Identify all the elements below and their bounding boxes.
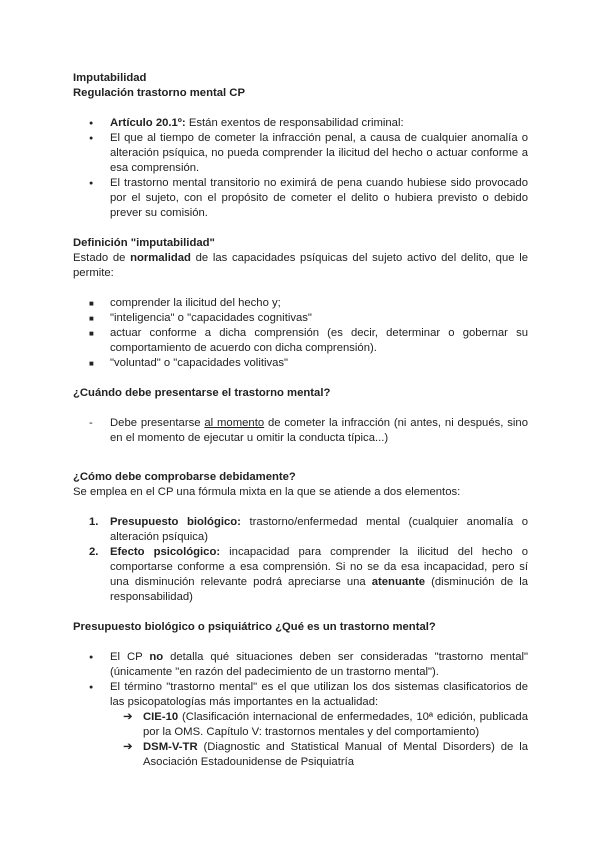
doc-subtitle: Regulación trastorno mental CP	[73, 87, 245, 99]
dash-icon: -	[89, 417, 93, 429]
square-bullet-icon: ■	[89, 359, 94, 368]
list-item: ● El término "trastorno mental" es el que utilizan los dos sistemas clasificatorios de las psicopatologías más importantes en la actualidad:	[89, 681, 528, 708]
bullet-icon: ●	[89, 135, 94, 142]
doc-title: Imputabilidad	[73, 72, 147, 84]
biological-section	[73, 620, 528, 770]
section-heading: Definición "imputabilidad"	[73, 237, 215, 249]
bullet-icon: ●	[89, 120, 94, 127]
list-item: ➔ DSM-V-TR (Diagnostic and Statistical Manual of Mental Disorders) de la Asociación Estadounidense de Psiquiatría	[123, 741, 528, 768]
list-item: ● Artículo 20.1º: Están exentos de responsabilidad criminal:	[89, 117, 404, 129]
list-item: ➔ CIE-10 (Clasificación internacional de enfermedades, 10ª edición, publicada por la OMS. Capítulo V: trastornos mentales y del comportamiento)	[123, 711, 528, 738]
section-heading: ¿Cómo debe comprobarse debidamente?	[73, 471, 296, 483]
list-item: ■ actuar conforme a dicha comprensión (es decir, determinar o gobernar su comportamiento de acuerdo con dicha comprensión).	[89, 327, 528, 354]
bullet-icon: ●	[89, 180, 94, 187]
how-list	[73, 515, 528, 605]
how-section	[73, 470, 528, 605]
list-item: ■ comprender la ilicitud del hecho y;	[89, 297, 281, 309]
when-section	[73, 386, 528, 446]
section-heading: ¿Cuándo debe presentarse el trastorno mental?	[73, 387, 331, 399]
list-item: - Debe presentarse al momento de cometer la infracción (ni antes, ni después, sino en el momento de ejecutar u omitir la conducta típica...)	[89, 417, 528, 444]
definition-text: Estado de normalidad de las capacidades psíquicas del sujeto activo del delito, que le permite:	[73, 252, 528, 279]
arrow-icon: ➔	[123, 711, 133, 723]
list-item: 1. Presupuesto biológico: trastorno/enfermedad mental (cualquier anomalía o alteración psíquica)	[89, 516, 528, 543]
list-item: ■ "inteligencia" o "capacidades cognitivas"	[89, 312, 312, 324]
list-item: ● El trastorno mental transitorio no eximirá de pena cuando hubiese sido provocado por el sujeto, con el propósito de cometer el delito o hubiera previsto o debido prever su comisión.	[89, 177, 528, 219]
square-bullet-icon: ■	[89, 329, 94, 338]
when-list	[73, 416, 528, 446]
bullet-icon: ●	[89, 684, 94, 691]
list-item: ● El que al tiempo de cometer la infracción penal, a causa de cualquier anomalía o alteración psíquica, no pueda comprender la ilicitud del hecho o actuar conforme a esa comprensión.	[89, 132, 528, 174]
how-intro: Se emplea en el CP una fórmula mixta en la que se atiende a dos elementos:	[73, 486, 461, 498]
arrow-icon: ➔	[123, 741, 133, 753]
definition-section	[73, 236, 528, 371]
bullet-icon: ●	[89, 654, 94, 661]
definition-list	[73, 296, 528, 371]
square-bullet-icon: ■	[89, 299, 94, 308]
biological-list	[73, 650, 528, 770]
square-bullet-icon: ■	[89, 314, 94, 323]
header-block	[73, 71, 528, 101]
list-item: ● El CP no detalla qué situaciones deben ser consideradas "trastorno mental" (únicamente "en razón del padecimiento de un trastorno mental").	[89, 651, 529, 678]
list-item: 2. Efecto psicológico: incapacidad para comprender la ilicitud del hecho o comportarse conforme a esa comprensión. Si no se da esa incapacidad, pero sí una disminución relevante podrá apreciarse una atenuante (disminución de la responsabilidad)	[89, 546, 528, 603]
section-heading: Presupuesto biológico o psiquiátrico ¿Qué es un trastorno mental?	[73, 621, 436, 633]
regulation-list	[73, 116, 528, 221]
list-item: ■ "voluntad" o "capacidades volitivas"	[89, 357, 289, 369]
